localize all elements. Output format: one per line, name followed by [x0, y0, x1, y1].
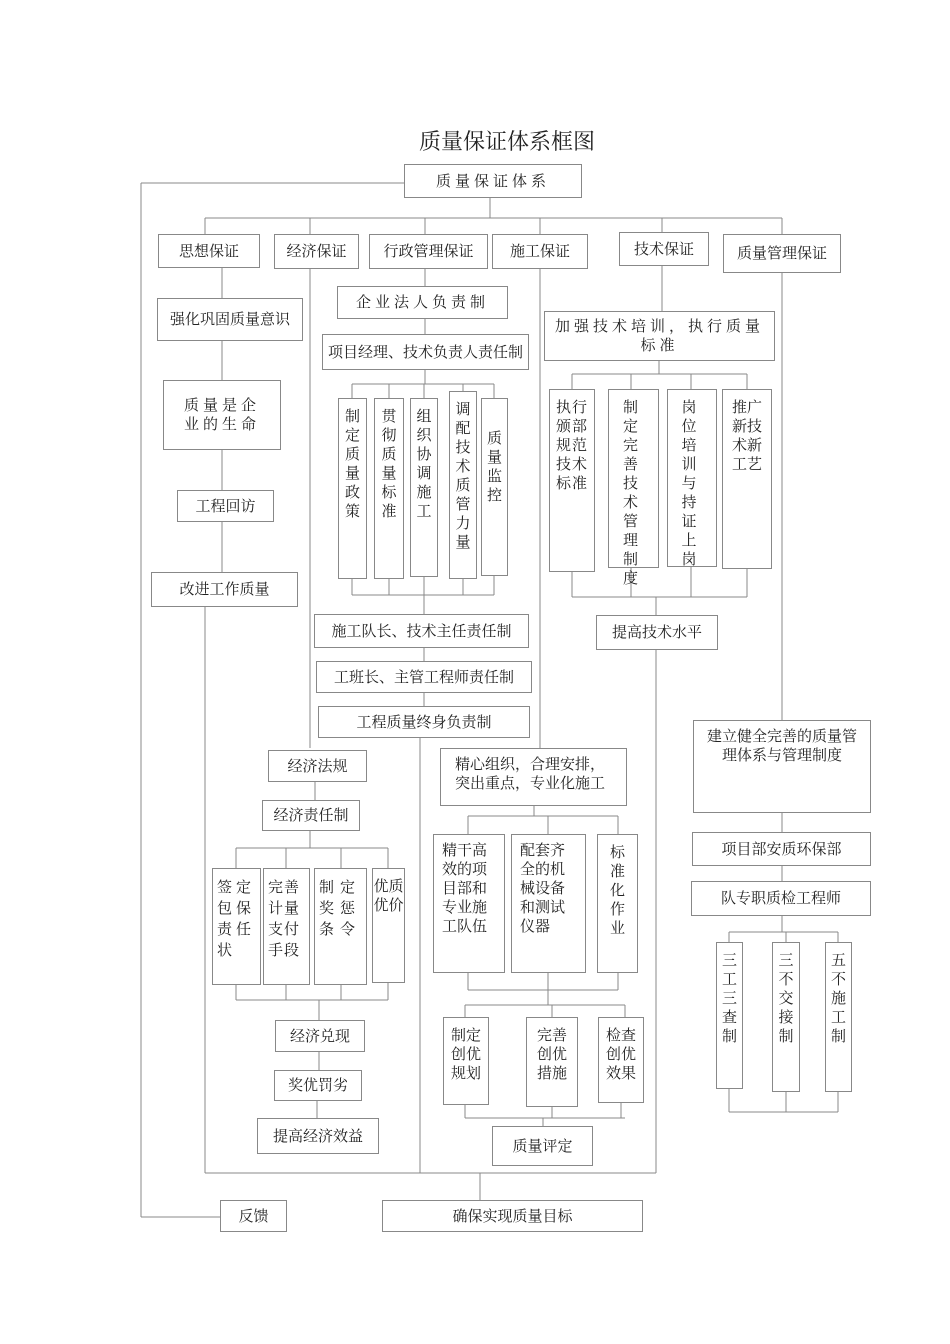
econ-item-label: 优质优价	[373, 877, 404, 914]
const-plan-label: 完善创优措施	[537, 1026, 568, 1082]
branch-technical: 技术保证	[619, 232, 709, 266]
const-item-equipment	[511, 834, 586, 973]
qm-dept: 项目部安质环保部	[692, 832, 871, 866]
admin-item-label: 贯彻质量标准	[381, 407, 397, 520]
econ-item-label: 签定包保责任状	[217, 878, 256, 959]
thought-life: 质量是企业的生命	[163, 380, 281, 450]
admin-foreman: 工班长、主管工程师责任制	[316, 661, 532, 693]
tech-improve: 提高技术水平	[596, 615, 718, 650]
const-item-standard	[597, 834, 638, 973]
admin-item-policy	[338, 398, 367, 579]
thought-awareness: 强化巩固质量意识	[157, 298, 303, 341]
const-item-label: 配套齐全的机械设备和测试仪器	[520, 841, 566, 935]
const-item-label: 标准化作业	[610, 843, 626, 937]
admin-item-label: 制定质量政策	[345, 407, 361, 520]
branch-economic: 经济保证	[274, 234, 359, 269]
diagram-title: 质量保证体系框图	[419, 130, 596, 155]
tech-item-promote	[722, 389, 772, 569]
goal-box: 确保实现质量目标	[382, 1200, 643, 1232]
const-organize: 精心组织，合理安排，突出重点，专业化施工	[440, 748, 627, 806]
const-item-label: 精干高效的项目部和专业施工队伍	[442, 841, 488, 935]
tech-item-label: 制定完善技术管理制度	[622, 398, 644, 587]
root-box: 质量保证体系	[404, 164, 582, 198]
tech-item-training	[667, 389, 717, 567]
tech-item-standards	[549, 389, 595, 572]
tech-item-label: 推广新技术新工艺	[732, 398, 763, 473]
econ-item-contract	[212, 868, 261, 985]
admin-lifetime: 工程质量终身负责制	[318, 706, 530, 738]
econ-item-label: 完善计量支付手段	[268, 878, 301, 959]
admin-item-monitor	[481, 398, 508, 576]
admin-item-standard	[374, 398, 404, 579]
const-plan-label: 制定创优规划	[451, 1026, 482, 1082]
branch-thought: 思想保证	[158, 234, 260, 268]
qm-item-no-construction	[825, 942, 852, 1092]
const-plan-make	[443, 1017, 489, 1105]
admin-pm: 项目经理、技术负责人责任制	[322, 334, 529, 370]
feedback-box: 反馈	[220, 1200, 287, 1232]
econ-item-payment	[263, 868, 310, 985]
const-evaluation: 质量评定	[492, 1126, 593, 1166]
qm-item-label: 三工三查制	[722, 951, 738, 1045]
econ-item-quality-price	[372, 868, 405, 983]
qm-item-three-checks	[716, 942, 743, 1089]
qm-item-handover	[772, 942, 800, 1092]
tech-item-label: 岗位培训与持证上岗	[681, 398, 703, 568]
econ-redeem: 经济兑现	[275, 1020, 365, 1052]
branch-quality-mgmt: 质量管理保证	[723, 234, 841, 273]
thought-improve: 改进工作质量	[151, 572, 298, 607]
econ-item-reward	[314, 868, 367, 985]
qm-item-label: 三不交接制	[778, 951, 794, 1045]
econ-law: 经济法规	[268, 750, 367, 782]
branch-admin: 行政管理保证	[369, 234, 488, 269]
qm-inspector: 队专职质检工程师	[691, 881, 871, 916]
admin-item-label: 调配技术质管力量	[455, 400, 471, 551]
const-item-team	[433, 834, 505, 973]
econ-benefit: 提高经济效益	[257, 1118, 379, 1154]
tech-item-system	[608, 389, 659, 587]
admin-item-allocate	[449, 391, 477, 579]
admin-item-label: 组织协调施工	[416, 407, 432, 520]
thought-revisit: 工程回访	[177, 490, 274, 522]
tech-item-label: 执行颁部规范技术标准	[555, 398, 588, 492]
const-plan-check	[598, 1017, 644, 1103]
econ-responsibility: 经济责任制	[262, 800, 360, 831]
const-plan-label: 检查创优效果	[606, 1026, 637, 1082]
qm-item-label: 五不施工制	[831, 951, 847, 1045]
branch-construction: 施工保证	[492, 234, 588, 269]
econ-item-label: 制定奖惩条令	[319, 878, 362, 938]
const-plan-improve	[526, 1017, 578, 1107]
qm-system: 建立健全完善的质量管理体系与管理制度	[693, 720, 871, 813]
econ-reward: 奖优罚劣	[274, 1070, 362, 1101]
tech-training: 加强技术培训，执行质量标准	[544, 311, 775, 361]
admin-legal-person: 企业法人负责制	[337, 286, 508, 319]
admin-team-leader: 施工队长、技术主任责任制	[314, 614, 529, 648]
admin-item-label: 质量监控	[487, 429, 503, 504]
admin-item-coordinate	[410, 398, 438, 577]
